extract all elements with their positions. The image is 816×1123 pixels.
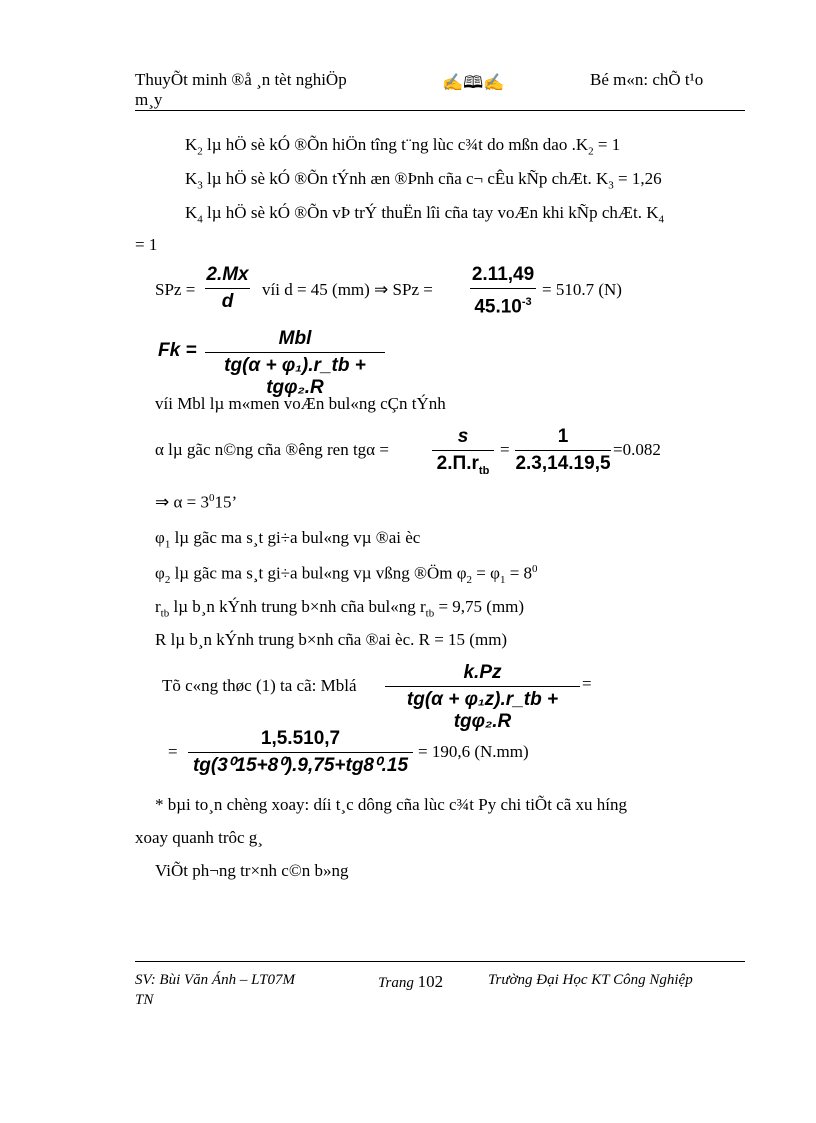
footer-page: Trang 102	[378, 972, 444, 991]
footer-school: Trường Đại Học KT Công Nghiệp	[488, 972, 693, 988]
footer-rule	[135, 961, 745, 962]
fk-fraction: Mbl tg(α + φ₁).r_tb + tgφ₂.R	[205, 328, 385, 399]
alpha-definition: α lµ gãc n©ng cña ®êng ren tgα =	[155, 440, 389, 459]
anti-rotation-paragraph-wrap: xoay quanh trôc g¸	[135, 828, 263, 847]
phi1-definition: $\varphi_1$ lµ gãc ma s¸t gi÷a bul«ng vµ ®ai èc	[155, 528, 421, 551]
mbl-equals: =	[582, 674, 592, 693]
k4-line: $K_4$ lµ hÖ sè kÓ ®Õn vÞ trÝ thuËn lîi cña tay voÆn khi kÑp chÆt. $K_4$	[185, 203, 664, 226]
footer-student-wrap: TN	[135, 992, 154, 1008]
k2-line: $K_2$ lµ hÖ sè kÓ ®Õn hiÖn tîng t¨ng lùc c¾t do mßn dao $.K_2 = 1$	[185, 135, 621, 158]
alpha-value: ⇒ $\alpha = 3^015$’	[155, 492, 238, 512]
anti-rotation-paragraph: * bµi to¸n chèng xoay: díi t¸c dông cña lùc c¾t Py chi tiÕt cã xu híng	[155, 795, 627, 814]
header-title-wrap: m¸y	[135, 90, 163, 109]
header-title: ThuyÕt minh ®å ¸n tèt nghiÖp	[135, 70, 347, 89]
spz-fraction: 2.Mx d	[206, 264, 249, 312]
header-department: Bé m«n: chÕ t¹o	[590, 70, 704, 89]
alpha-fraction-1: s $2.\Pi.r_{tb}$	[432, 426, 494, 482]
k4-line-wrap: = 1	[135, 235, 158, 254]
formula-intro: Tõ c«ng thøc (1) ta cã: Mblá	[162, 676, 357, 695]
mbl-fraction: k.Pz tg(α + φ₁z).r_tb + tgφ₂.R	[385, 662, 580, 733]
calc-fraction: 1,5.510,7 tg(3⁰15+8⁰).9,75+tg8⁰.15	[188, 728, 413, 777]
mbl-definition: víi Mbl lµ m«men voÆn bul«ng cÇn tÝnh	[155, 394, 446, 413]
alpha-equals: =	[500, 440, 510, 459]
header-rule	[135, 110, 745, 111]
k3-line: $K_3$ lµ hÖ sè kÓ ®Õn tÝnh æn ®Þnh cña c¬ cÊu kÑp chÆt. $K_3 = 1,26$	[185, 169, 662, 192]
r-definition: R lµ b¸n kÝnh trung b×nh cña ®ai èc. R = 15 (mm)	[155, 630, 508, 649]
header-ornament: ✍🕮✍	[442, 73, 505, 92]
spz-fraction-2: 2.11,49 $45.10^{-3}$	[471, 264, 535, 318]
spz-label: SPz =	[155, 280, 196, 299]
alpha-result: =0.082	[613, 440, 661, 459]
spz-condition: víi d = 45 (mm) ⇒ SPz =	[262, 280, 433, 299]
alpha-fraction-2: 1 2.3,14.19,5	[515, 426, 611, 474]
fk-label: Fk =	[158, 340, 197, 361]
equilibrium-heading: ViÕt ph¬ng tr×nh c©n b»ng	[155, 861, 349, 880]
calc-result: = 190,6 (N.mm)	[418, 742, 529, 761]
calc-equals: =	[168, 742, 178, 761]
phi2-definition: $\varphi_2$ lµ gãc ma s¸t gi÷a bul«ng vµ vßng ®Öm $\varphi_2 = \varphi_1 = 8^0$	[155, 563, 538, 587]
spz-result: = 510.7 (N)	[542, 280, 622, 299]
footer-student: SV: Bùi Văn Ánh – LT07M	[135, 972, 295, 988]
rtb-definition: $r_{tb}$ lµ b¸n kÝnh trung b×nh cña bul«ng $r_{tb} = 9,75$ (mm)	[155, 597, 525, 620]
